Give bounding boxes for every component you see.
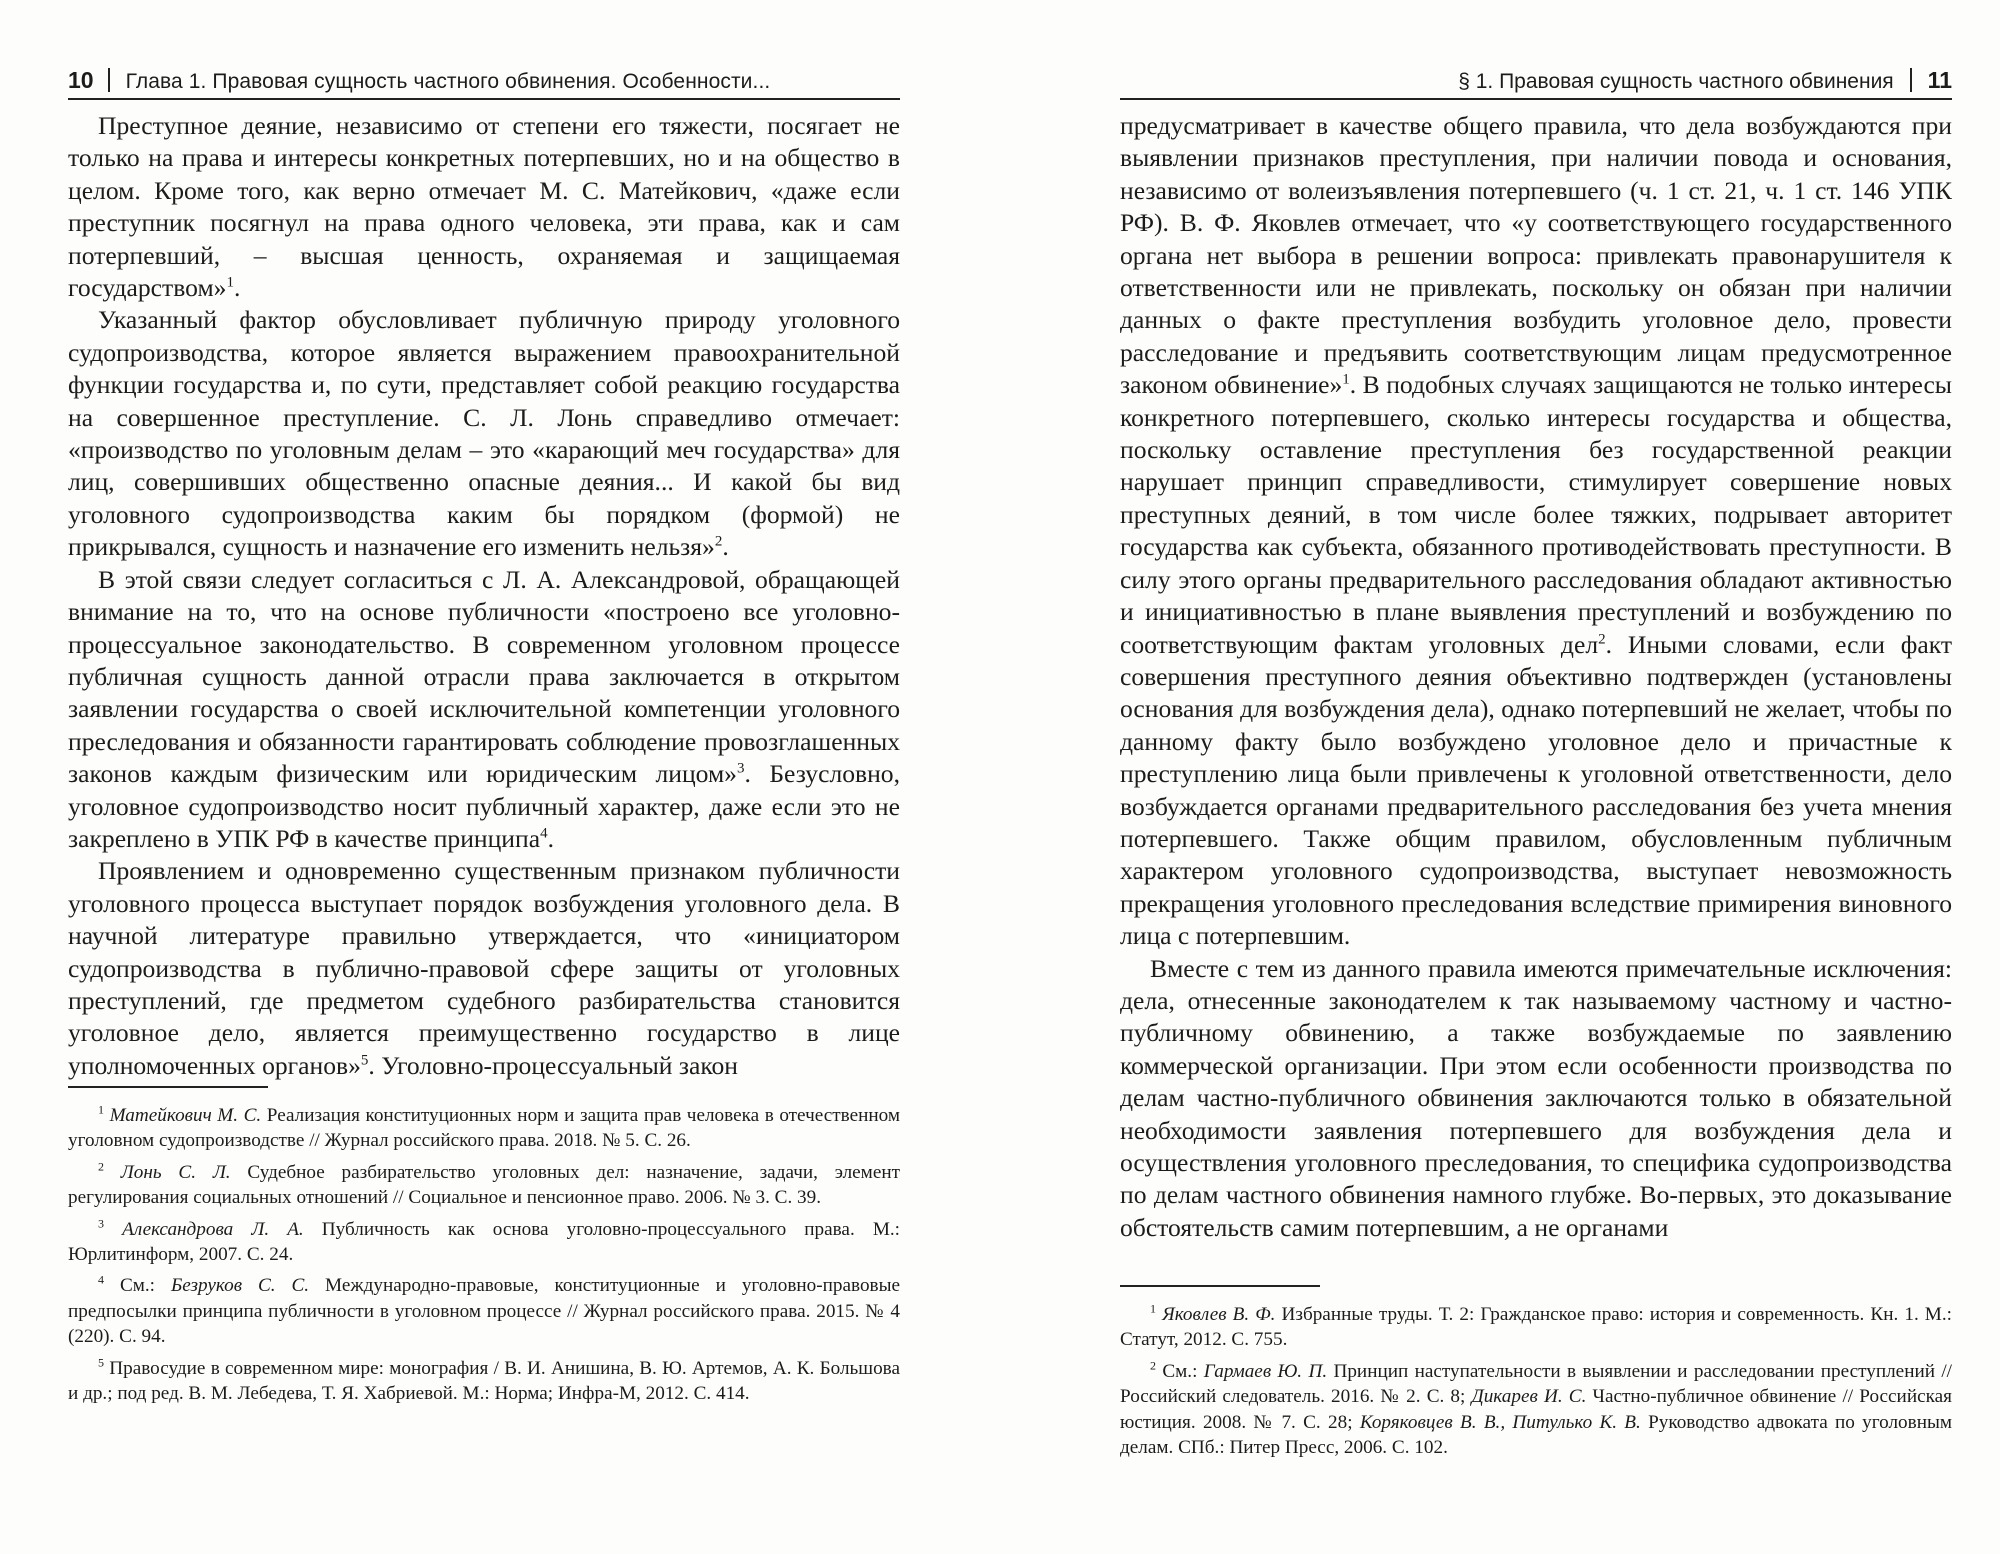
footnote-ref: 1 bbox=[1342, 371, 1350, 388]
footnote: $^3$ Александрова Л. А. Публичность как основа уголовно-процессуального права. М.: Юрлитинформ, 2007. С. 24. bbox=[68, 1216, 901, 1266]
page-number: 10 bbox=[68, 67, 94, 93]
paragraph: В этой связи следует согласиться с Л. А. Александровой, обращающей внимание на то, что на основе публичности «построено все уголовно-процессуальное законодательство. В современном уголовном процессе публичная сущность данной отрасли права заключается в открытом заявлении государства о своей исключительной компетенции уголовного преследования и обязанности гарантировать соблюдение провозглашенных законов каждым физическим или юридическим лицом»$^3$. Безусловно, уголовное судопроизводство носит публичный характер, даже если это не закреплено в УПК РФ в качестве принципа$^4$. bbox=[68, 564, 900, 853]
body-text bbox=[68, 110, 900, 1082]
paragraph: предусматривает в качестве общего правила, что дела возбуждаются при выявлении признаков преступления, при наличии повода и основания, независимо от волеизъявления потерпевшего (ч. 1 ст. 21, ч. 1 ст. 146 УПК РФ). В. Ф. Яковлев отмечает, что «у соответствующего государственного органа нет выбора в решении вопроса: привлекать правонарушителя к ответственности или не привлекать, поскольку он обязан при наличии данных о факте преступления возбудить уголовное дело, провести расследование и предъявить соответствующим лицам предусмотренное законом обвинение»$^1$. В подобных случаях защищаются не только интересы конкретного потерпевшего, сколько интересы государства и общества, поскольку оставление преступления без государственной реакции нарушает принцип справедливости, стимулирует совершение новых преступных деяний, в том числе более тяжких, подрывает авторитет государства как субъекта, обязанного противодействовать преступности. В силу этого органы предварительного расследования обладают активностью и инициативностью в плане выявления преступлений и возбуждению по соответствующим фактам уголовных дел$^2$. Иными словами, если факт совершения преступного деяния объективно подтвержден (установлены основания для возбуждения дела), однако потерпевший не желает, чтобы по данному факту было возбуждено уголовное дело и причастные к преступлению лица были привлечены к уголовной ответственности, дело возбуждается органами предварительного расследования без учета мнения потерпевшего. Также общим правилом, обусловленным публичным характером уголовного судопроизводства, выступает невозможность прекращения уголовного преследования вследствие примирения виновного лица с потерпевшим. bbox=[1120, 111, 1952, 951]
footnote-ref: 2 bbox=[1598, 630, 1606, 647]
footnote-ref: 3 bbox=[736, 760, 745, 777]
paragraph: Преступное деяние, независимо от степени его тяжести, посягает не только на права и интересы конкретных потерпевших, но и на общество в целом. Кроме того, как верно отмечает М. С. Матейкович, «даже если преступник посягнул на права одного человека, эти права, как и сам потерпевший, – высшая ценность, охраняемая и защищаемая государством»$^1$. bbox=[68, 111, 900, 303]
footnotes bbox=[68, 1103, 900, 1412]
page-number: 11 bbox=[1927, 67, 1952, 93]
footnote: $^5$ Правосудие в современном мире: монография / В. И. Анишина, В. Ю. Артемов, А. К. Большова и др.; под ред. В. М. Лебедева, Т. Я. Хабриевой. М.: Норма; Инфра-М, 2012. С. 414. bbox=[68, 1355, 900, 1405]
footnote-ref: 4 bbox=[540, 825, 548, 842]
paragraph: Вместе с тем из данного правила имеются примечательные исключения: дела, отнесенные законодателем к так называемому частному и частно-публичному обвинению, а также возбуждаемые по заявлению коммерческой организации. При этом если особенности производства по делам частно-публичного обвинения заключаются только в обязательной необходимости заявления потерпевшего для возбуждения дела и осуществления уголовного преследования, то специфика судопроизводства по делам частного обвинения намного глубже. Во-первых, это доказывание обстоятельств самим потерпевшим, а не органами bbox=[1120, 953, 1952, 1242]
footnote-divider bbox=[68, 1086, 268, 1088]
footnote: $^2$ Лонь С. Л. Судебное разбирательство уголовных дел: назначение, задачи, элемент регулирования социальных отношений // Социальное и пенсионное право. 2006. № 3. С. 39. bbox=[68, 1159, 900, 1209]
left-page bbox=[68, 0, 900, 1554]
right-page bbox=[1120, 0, 1952, 1554]
footnote: $^1$ Матейкович М. С. Реализация конституционных норм и защита прав человека в отечественном уголовном судопроизводстве // Журнал российского права. 2018. № 5. С. 26. bbox=[68, 1102, 901, 1152]
footnote-divider bbox=[1120, 1285, 1320, 1287]
body-text bbox=[1120, 110, 1952, 1244]
header-separator bbox=[108, 68, 110, 92]
running-header bbox=[1120, 62, 1952, 100]
running-title: § 1. Правовая сущность частного обвинения bbox=[1458, 70, 1894, 93]
header-separator bbox=[1910, 68, 1912, 92]
footnote-ref: 5 bbox=[360, 1052, 369, 1069]
footnote: $^4$ См.: Безруков С. С. Международно-правовые, конституционные и уголовно-правовые предпосылки принципа публичности в уголовном процессе // Журнал российского права. 2015. № 4 (220). С. 94. bbox=[68, 1273, 901, 1348]
paragraph: Проявлением и одновременно существенным признаком публичности уголовного процесса выступает порядок возбуждения уголовного дела. В научной литературе правильно утверждается, что «инициатором судопроизводства в публично-правовой сфере защиты от уголовных преступлений, где предметом судебного разбирательства становится уголовное дело, является преимущественно государство в лице уполномоченных органов»$^5$. Уголовно-процессуальный закон bbox=[68, 856, 900, 1080]
footnote-ref: 1 bbox=[226, 274, 234, 291]
footnote: $^2$ См.: Гармаев Ю. П. Принцип наступательности в выявлении и расследовании преступлений // Российский следователь. 2016. № 2. С. 8; Дикарев И. С. Частно-публичное обвинение // Российская юстиция. 2008. № 7. С. 28; Коряковцев В. В., Питулько К. В. Руководство адвоката по уголовным делам. СПб.: Питер Пресс, 2006. С. 102. bbox=[1120, 1358, 1953, 1459]
footnote-ref: 2 bbox=[714, 533, 723, 550]
running-title: Глава 1. Правовая сущность частного обвинения. Особенности... bbox=[125, 70, 771, 93]
running-header bbox=[68, 62, 900, 100]
footnotes bbox=[1120, 1302, 1952, 1466]
paragraph: Указанный фактор обусловливает публичную природу уголовного судопроизводства, которое является выражением правоохранительной функции государства и, по сути, представляет собой реакцию государства на совершенное преступление. С. Л. Лонь справедливо отмечает: «производство по уголовным делам – это «карающий меч государства» для лиц, совершивших общественно опасные деяния... И какой бы вид уголовного судопроизводства каким бы порядком (формой) не прикрывался, сущность и назначение его изменить нельзя»$^2$. bbox=[68, 305, 900, 562]
footnote: $^1$ Яковлев В. Ф. Избранные труды. Т. 2: Гражданское право: история и современность. Кн. 1. М.: Статут, 2012. С. 755. bbox=[1120, 1301, 1952, 1351]
